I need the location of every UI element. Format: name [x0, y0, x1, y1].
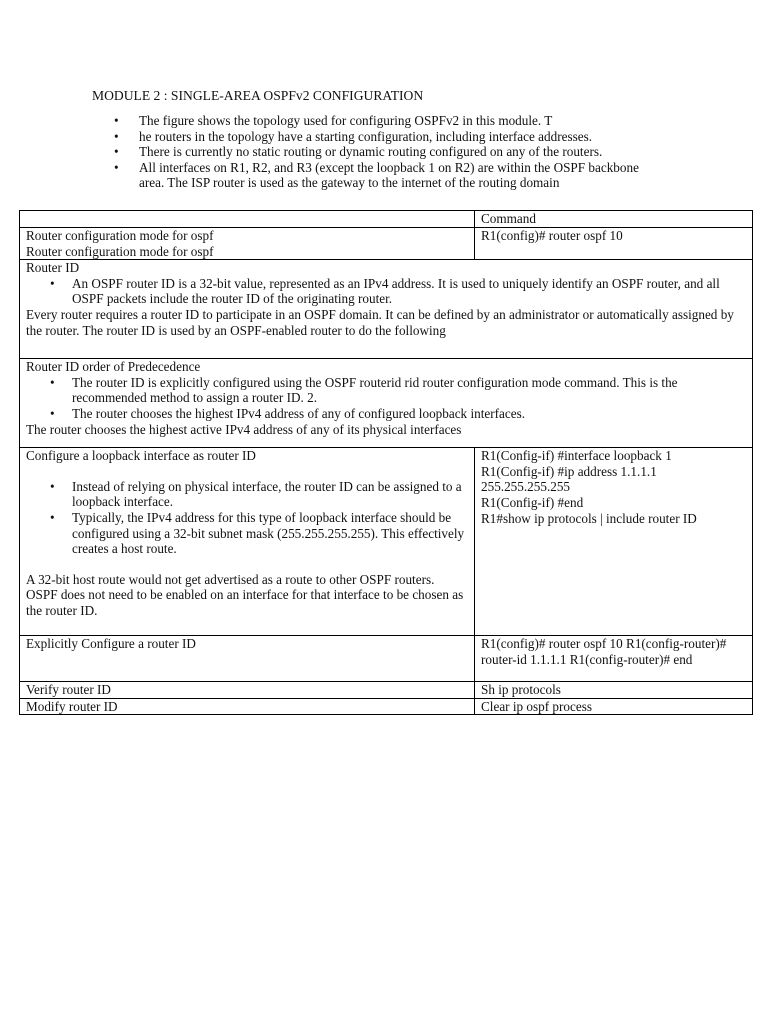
- table-row: [20, 636, 753, 682]
- description-cell: [20, 228, 475, 260]
- command-line: R1(Config-if) #end: [481, 494, 584, 510]
- description-line: Router configuration mode for ospf: [26, 243, 214, 259]
- intro-bullet-list: [92, 113, 662, 191]
- list-item: • The router chooses the highest IPv4 address of any of configured loopback interfaces.: [26, 406, 746, 422]
- ospf-command-table: [19, 210, 753, 715]
- table-row: [20, 698, 753, 715]
- list-item: • he routers in the topology have a starting configuration, including interface addresses.: [92, 129, 662, 145]
- list-item: • The figure shows the topology used for configuring OSPFv2 in this module. T: [92, 113, 662, 129]
- bullet-list: [26, 276, 746, 307]
- section-heading: Router ID: [26, 260, 80, 276]
- command-line: R1(Config-if) #ip address 1.1.1.1 255.255.255.255: [481, 463, 657, 495]
- list-item: • Instead of relying on physical interface, the router ID can be assigned to a loopback interface.: [26, 479, 468, 510]
- precedence-cell: [20, 359, 753, 448]
- description-cell: Modify router ID: [20, 698, 475, 715]
- header-description-cell: [20, 211, 475, 228]
- list-item: • All interfaces on R1, R2, and R3 (except the loopback 1 on R2) are within the OSPF backbone area. The ISP router is used as the gateway to the internet of the routing domain: [92, 160, 662, 191]
- list-item: • There is currently no static routing or dynamic routing configured on any of the routers.: [92, 144, 662, 160]
- table-row: [20, 682, 753, 699]
- bullet-list: [26, 479, 468, 557]
- section-heading: Configure a loopback interface as router ID: [26, 448, 256, 464]
- list-item: • The router ID is explicitly configured using the OSPF routerid rid router configuration mode command. This is the recommended method to assign a router ID. 2.: [26, 375, 746, 406]
- table-row: [20, 228, 753, 260]
- command-cell: R1(config)# router ospf 10 R1(config-router)# router-id 1.1.1.1 R1(config-router)# end: [475, 636, 753, 682]
- section-heading: Router ID order of Predecedence: [26, 359, 201, 375]
- table-header-row: [20, 211, 753, 228]
- router-id-cell: [20, 260, 753, 359]
- command-line: R1(Config-if) #interface loopback 1: [481, 448, 672, 464]
- header-command-cell: Command: [475, 211, 753, 228]
- table-row: [20, 448, 753, 636]
- page-title: MODULE 2 : SINGLE-AREA OSPFv2 CONFIGURATION: [92, 88, 424, 103]
- command-cell: R1(config)# router ospf 10: [475, 228, 753, 260]
- list-item: • Typically, the IPv4 address for this type of loopback interface should be configured using a 32-bit subnet mask (255.255.255.255). This effectively creates a host route.: [26, 510, 468, 557]
- table-row: [20, 359, 753, 448]
- loopback-description-cell: [20, 448, 475, 636]
- section-paragraph: A 32-bit host route would not get advertised as a route to other OSPF routers. OSPF does not need to be enabled on an interface for that interface to be chosen as the router ID.: [26, 571, 464, 618]
- section-paragraph: The router chooses the highest active IPv4 address of any of its physical interfaces: [26, 421, 462, 437]
- loopback-command-cell: [475, 448, 753, 636]
- command-cell: Sh ip protocols: [475, 682, 753, 699]
- bullet-list: [26, 375, 746, 422]
- section-paragraph: Every router requires a router ID to participate in an OSPF domain. It can be defined by an administrator or automatically assigned by the router. The router ID is used by an OSPF-enabled router to do the following: [26, 306, 734, 338]
- description-line: Router configuration mode for ospf: [26, 228, 214, 243]
- command-line: R1#show ip protocols | include router ID: [481, 510, 697, 526]
- command-cell: Clear ip ospf process: [475, 698, 753, 715]
- list-item: • An OSPF router ID is a 32-bit value, represented as an IPv4 address. It is used to uniquely identify an OSPF router, and all OSPF packets include the router ID of the originating router.: [26, 276, 746, 307]
- description-cell: Verify router ID: [20, 682, 475, 699]
- table-row: [20, 260, 753, 359]
- description-cell: Explicitly Configure a router ID: [20, 636, 475, 682]
